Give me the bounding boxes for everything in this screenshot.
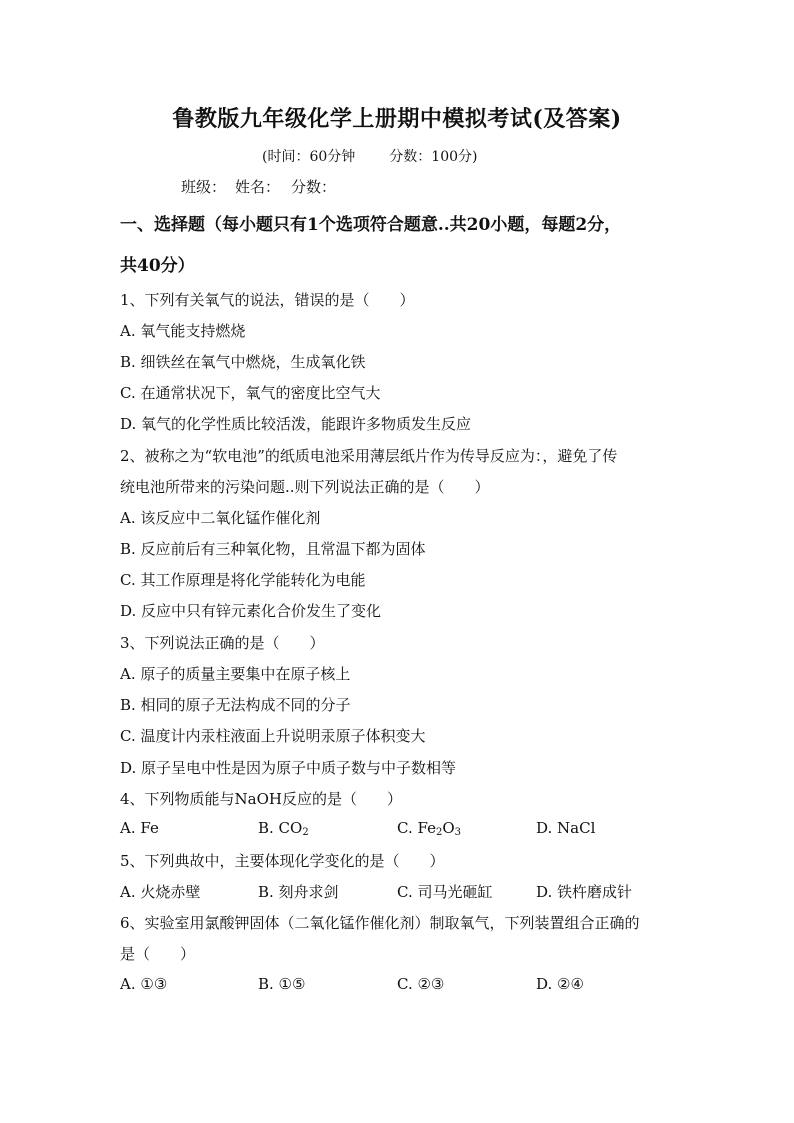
question-6-stem-line1: 6、实验室用氯酸钾固体（二氧化锰作催化剂）制取氧气，下列装置组合正确的 xyxy=(120,914,640,932)
q4-c-subscript-1: 2 xyxy=(435,827,443,838)
question-6-option-c: C. ②③ xyxy=(397,975,445,993)
question-1-option-a: A. 氧气能支持燃烧 xyxy=(120,322,246,340)
question-4-option-b xyxy=(258,819,397,838)
question-2-stem-line1: 2、被称之为“软电池”的纸质电池采用薄层纸片作为传导反应为：，避免了传 xyxy=(120,447,618,465)
question-1-option-c: C. 在通常状况下，氧气的密度比空气大 xyxy=(120,384,381,402)
question-2-option-a: A. 该反应中二氧化锰作催化剂 xyxy=(120,509,321,527)
exam-time-score xyxy=(262,146,477,166)
question-4-stem: 4、下列物质能与NaOH反应的是（ ） xyxy=(120,790,402,808)
q4-c-subscript-2: 3 xyxy=(454,827,462,838)
question-6-stem-line2: 是（ ） xyxy=(120,945,196,963)
question-3-option-b: B. 相同的原子无法构成不同的分子 xyxy=(120,696,351,714)
student-info-line xyxy=(181,176,336,197)
q4-c-text-o: O xyxy=(442,819,455,837)
score-label: 分数： xyxy=(291,178,337,196)
question-2-option-d: D. 反应中只有锌元素化合价发生了变化 xyxy=(120,602,382,620)
question-5-option-a: A. 火烧赤壁 xyxy=(120,883,201,901)
question-2-stem-line2: 统电池所带来的污染问题..则下列说法正确的是（ ） xyxy=(120,478,490,496)
class-label: 班级： xyxy=(181,178,227,196)
question-4-option-d: D. NaCl xyxy=(536,819,596,837)
exam-total-score: 分数：100分) xyxy=(389,149,478,165)
question-5-option-b: B. 刻舟求剑 xyxy=(258,883,339,901)
question-1-option-b: B. 细铁丝在氧气中燃烧，生成氧化铁 xyxy=(120,353,366,371)
q4-b-text: B. CO xyxy=(258,819,303,837)
question-3-option-d: D. 原子呈电中性是因为原子中质子数与中子数相等 xyxy=(120,759,457,777)
question-2-option-b: B. 反应前后有三种氧化物，且常温下都为固体 xyxy=(120,540,426,558)
section-heading-line1: 一、选择题（每小题只有1个选项符合题意..共20小题，每题2分， xyxy=(120,215,622,235)
question-5-options xyxy=(120,881,632,902)
question-3-stem: 3、下列说法正确的是（ ） xyxy=(120,634,325,652)
section-heading-line2: 共40分） xyxy=(120,256,195,276)
name-label: 姓名： xyxy=(235,178,281,196)
question-4-option-a: A. Fe xyxy=(120,819,159,837)
question-3-option-c: C. 温度计内汞柱液面上升说明汞原子体积变大 xyxy=(120,727,426,745)
question-6-option-d: D. ②④ xyxy=(536,975,584,993)
page-title: 鲁教版九年级化学上册期中模拟考试(及答案) xyxy=(172,106,622,132)
question-1-option-d: D. 氧气的化学性质比较活泼，能跟许多物质发生反应 xyxy=(120,415,472,433)
question-5-stem: 5、下列典故中，主要体现化学变化的是（ ） xyxy=(120,852,445,870)
question-4-option-c xyxy=(397,819,536,838)
question-6-option-a: A. ①③ xyxy=(120,975,168,993)
question-1-stem: 1、下列有关氧气的说法，错误的是（ ） xyxy=(120,291,415,309)
q4-b-subscript: 2 xyxy=(302,827,309,838)
q4-c-text: C. Fe xyxy=(397,819,436,837)
question-6-option-b: B. ①⑤ xyxy=(258,975,306,993)
question-5-option-c: C. 司马光砸缸 xyxy=(397,883,493,901)
question-2-option-c: C. 其工作原理是将化学能转化为电能 xyxy=(120,571,366,589)
question-3-option-a: A. 原子的质量主要集中在原子核上 xyxy=(120,665,351,683)
question-4-options xyxy=(120,819,595,838)
exam-time: (时间：60分钟 xyxy=(262,149,356,165)
question-5-option-d: D. 铁杵磨成针 xyxy=(536,883,633,901)
question-6-options xyxy=(120,975,584,993)
